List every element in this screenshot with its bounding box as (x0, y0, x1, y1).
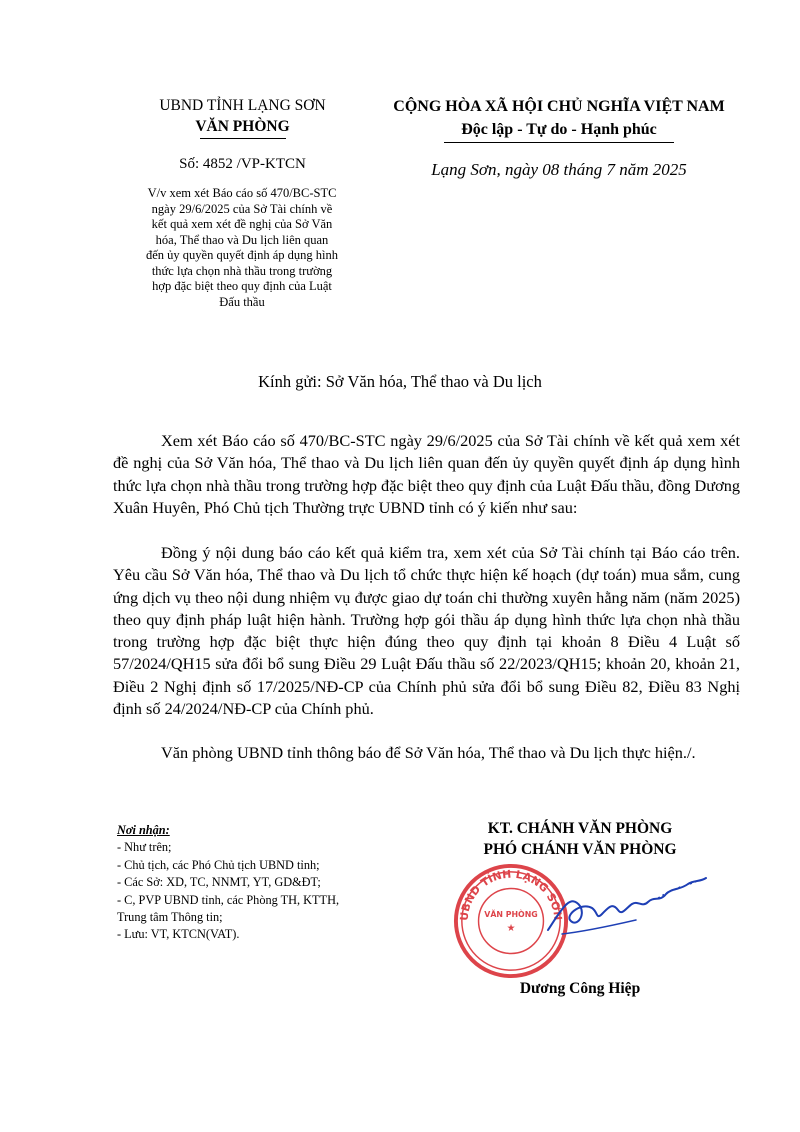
signer-title-1: KT. CHÁNH VĂN PHÒNG (487, 820, 673, 837)
recipient-item: Trung tâm Thông tin; (117, 910, 223, 925)
body-paragraph-3: Văn phòng UBND tỉnh thông báo để Sở Văn hóa, Thể thao và Du lịch thực hiện./. (161, 743, 696, 762)
subject-line: đến ủy quyền quyết định áp dụng hình (146, 248, 338, 262)
recipient-item: - Chủ tịch, các Phó Chủ tịch UBND tỉnh; (117, 857, 320, 872)
recipient-item: - Các Sở: XD, TC, NNMT, YT, GD&ĐT; (117, 875, 321, 890)
motto: Độc lập - Tự do - Hạnh phúc (461, 121, 657, 138)
seal-outer-text: UBND TỈNH LẠNG SƠN (457, 867, 565, 922)
seal-inner-text: VĂN PHÒNG (484, 910, 538, 920)
org-name-office: VĂN PHÒNG (195, 118, 290, 135)
recipient-item: - Lưu: VT, KTCN(VAT). (117, 927, 240, 942)
signature-authority (440, 818, 720, 860)
body-paragraph-2: Đồng ý nội dung báo cáo kết quả kiểm tra, xem xét của Sở Tài chính tại Báo cáo trên. Yêu cầu Sở Văn hóa, Thể thao và Du lịch tổ chức thực hiện kế hoạch (dự toán) mua sắm, cung ứng dịch vụ theo nội dung nhiệm vụ được giao dự toán chi thường xuyên hằng năm (năm 2025) theo quy định pháp luật hiện hành. Trường hợp gói thầu áp dụng hình thức lựa chọn nhà thầu trong trường hợp đặc biệt thực hiện đúng theo quy định tại khoản 8 Điều 4 Luật số 57/2024/QH15 sửa đổi bổ sung Điều 29 Luật Đấu thầu số 22/2023/QH15; khoản 20, khoản 21, Điều 2 Nghị định số 17/2025/NĐ-CP của Chính phủ sửa đổi bổ sung Điều 82, Điều 83 Nghị định số 24/2024/NĐ-CP của Chính phủ. (113, 543, 740, 719)
subject-line: Đấu thầu (219, 294, 265, 309)
body-paragraph-1: Xem xét Báo cáo số 470/BC-STC ngày 29/6/2025 của Sở Tài chính về kết quả xem xét đề nghị của Sở Văn hóa, Thể thao và Du lịch liên quan đến ủy quyền quyết định áp dụng hình thức lựa chọn nhà thầu trong trường hợp đặc biệt theo quy định của Luật Đấu thầu, đồng Dương Xuân Huyên, Phó Chủ tịch Thường trực UBND tỉnh có ý kiến như sau: (113, 431, 740, 517)
handwritten-signature-icon (540, 872, 710, 942)
recipients-title: Nơi nhận: (117, 823, 170, 837)
document-number: Số: 4852 /VP-KTCN (179, 156, 306, 172)
national-motto (370, 95, 748, 143)
subject-line: ngày 29/6/2025 của Sở Tài chính về (151, 201, 333, 216)
signer-title-2: PHÓ CHÁNH VĂN PHÒNG (483, 841, 677, 858)
subject-line: kết quả xem xét đề nghị của Sở Văn (151, 217, 333, 231)
org-underline (200, 138, 286, 139)
recipient-item: - Như trên; (117, 840, 172, 855)
org-name-province: UBND TỈNH LẠNG SƠN (159, 97, 326, 114)
issuing-organization (110, 95, 375, 139)
subject-line: V/v xem xét Báo cáo số 470/BC-STC (147, 186, 337, 200)
subject-line: hóa, Thể thao và Du lịch liên quan (155, 232, 329, 247)
signer-name: Dương Công Hiệp (519, 980, 641, 997)
recipient-item: - C, PVP UBND tỉnh, các Phòng TH, KTTH, (117, 892, 340, 907)
recipients-items (117, 839, 397, 943)
place-date: Lạng Sơn, ngày 08 tháng 7 năm 2025 (431, 160, 687, 179)
recipients-list (117, 822, 397, 944)
subject-line: thức lựa chọn nhà thầu trong trường (151, 263, 333, 278)
addressee-line: Kính gửi: Sở Văn hóa, Thể thao và Du lịch (258, 372, 542, 391)
subject-line: hợp đặc biệt theo quy định của Luật (152, 279, 332, 293)
document-subject (113, 186, 371, 310)
nation-name: CỘNG HÒA XÃ HỘI CHỦ NGHĨA VIỆT NAM (393, 98, 725, 115)
svg-text:★: ★ (506, 922, 516, 934)
motto-underline (444, 142, 674, 143)
